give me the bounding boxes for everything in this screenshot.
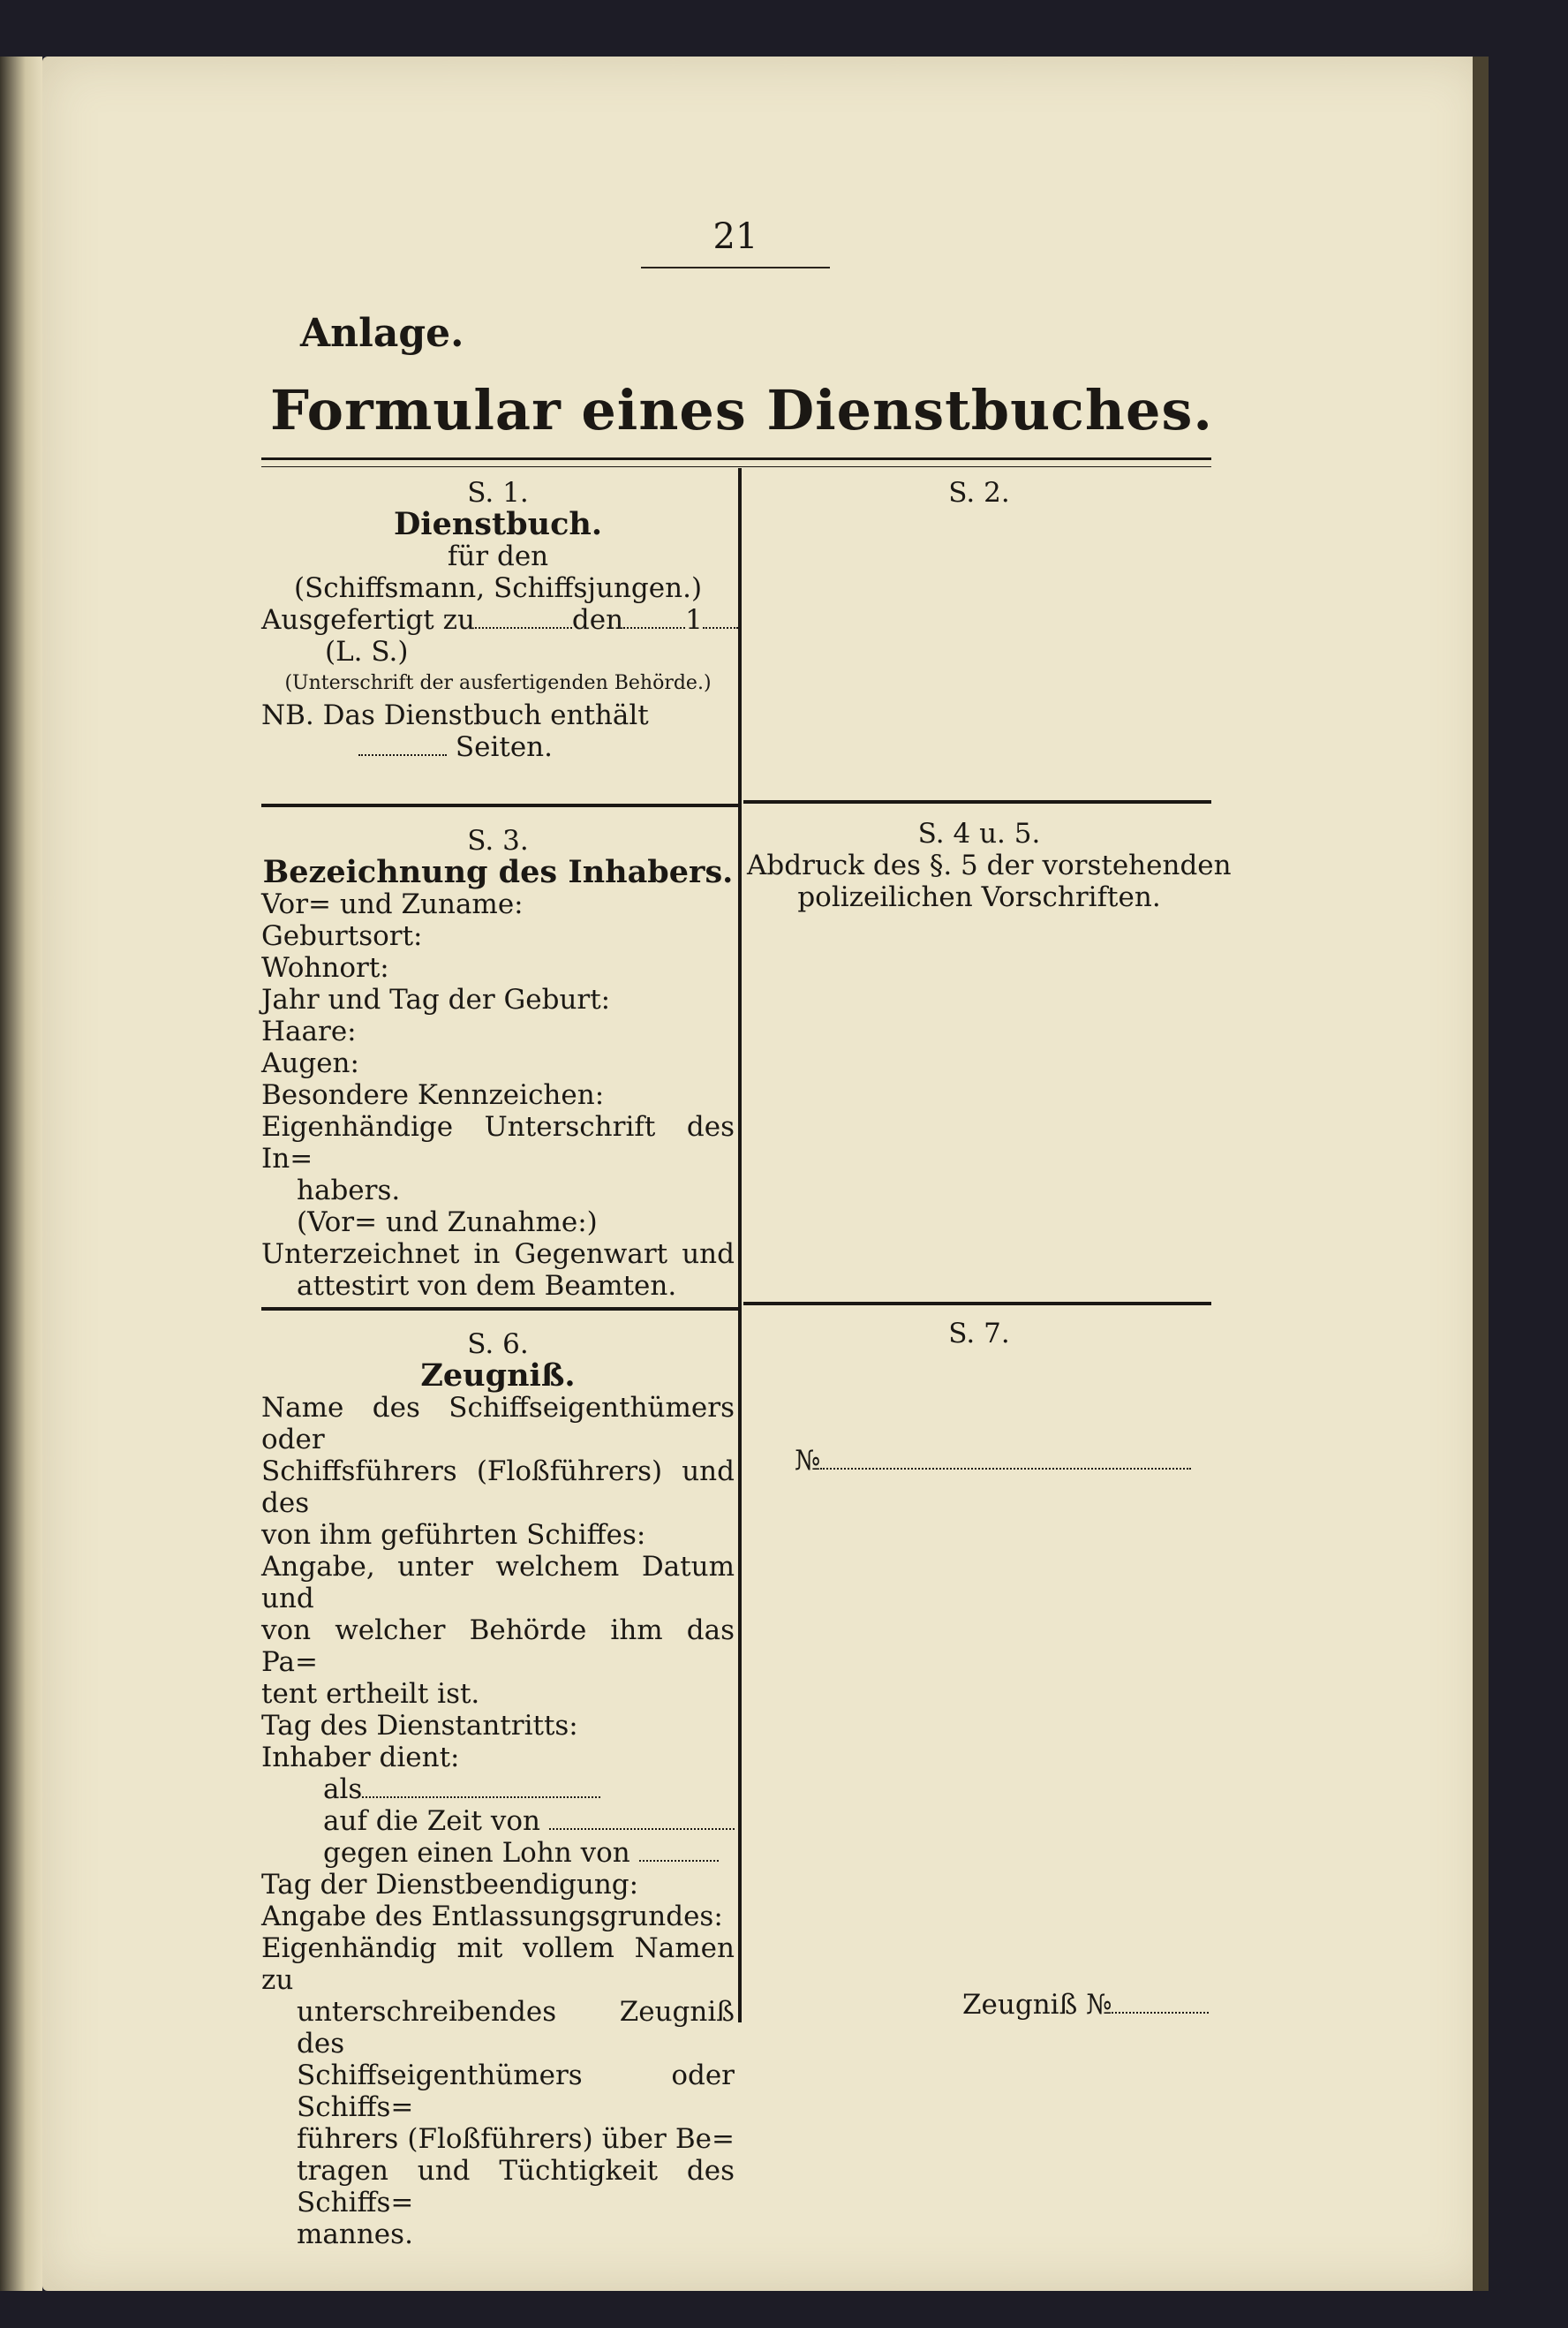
s6-line-10: Angabe des Entlassungsgrundes: xyxy=(261,1901,723,1932)
s6-line-4: Angabe, unter welchem Datum und xyxy=(261,1551,735,1614)
s45-heading: S. 4 u. 5. xyxy=(917,818,1041,850)
s45-line1: Abdruck des §. 5 der vorstehenden xyxy=(747,850,1232,881)
s3-field-attestirt: attestirt von dem Beamten. xyxy=(297,1270,677,1302)
s6-lohn-blank xyxy=(639,1839,719,1862)
s6-lohn-line xyxy=(261,1837,735,1869)
s6-line-14: führers (Floßführers) über Be= xyxy=(297,2123,735,2155)
s6-line-8: Inhaber dient: xyxy=(261,1742,460,1773)
s6-line-1: Name des Schiffseigenthümers oder xyxy=(261,1392,735,1455)
section-s2 xyxy=(747,477,1211,509)
s1-place-blank xyxy=(475,606,572,629)
book-spine xyxy=(0,57,42,2291)
s1-ausgefertigt-label: Ausgefertigt zu xyxy=(261,604,475,636)
s6-line-13: Schiffseigenthümers oder Schiffs= xyxy=(297,2060,735,2123)
s6-line-12: unterschreibendes Zeugniß des xyxy=(297,1996,735,2060)
section-rule-right-2 xyxy=(743,1302,1211,1305)
s6-line-6: tent ertheilt ist. xyxy=(261,1678,480,1710)
s6-line-11: Eigenhändig mit vollem Namen zu xyxy=(261,1932,735,1996)
s1-nb-line: NB. Das Dienstbuch enthält xyxy=(261,699,649,731)
s7-zeugnis-blank xyxy=(1112,1991,1209,2014)
s1-den-label: den xyxy=(571,604,624,636)
s3-field-geburtstag: Jahr und Tag der Geburt: xyxy=(261,984,611,1016)
s1-seal: (L. S.) xyxy=(325,636,409,668)
s3-field-kennzeichen: Besondere Kennzeichen: xyxy=(261,1079,605,1111)
s1-year-blank xyxy=(703,606,738,629)
s7-heading: S. 7. xyxy=(948,1318,1010,1349)
title-rule-thin xyxy=(261,466,1211,467)
s1-title: Dienstbuch. xyxy=(393,506,603,542)
s6-title: Zeugniß. xyxy=(420,1357,576,1394)
s6-line-15: tragen und Tüchtigkeit des Schiffs= xyxy=(297,2155,735,2218)
s45-line2: polizeilichen Vorschriften. xyxy=(797,881,1161,913)
s1-pages-blank xyxy=(358,733,447,756)
section-s3 xyxy=(261,825,735,1302)
s7-number-line xyxy=(795,1445,1218,1477)
s6-als-blank xyxy=(362,1775,600,1798)
s6-line-9: Tag der Dienstbeendigung: xyxy=(261,1869,639,1901)
s1-heading: S. 1. xyxy=(467,477,529,509)
s3-field-unterzeichnet: Unterzeichnet in Gegenwart und xyxy=(261,1238,735,1270)
s6-line-16: mannes. xyxy=(297,2218,413,2250)
s1-pages-line xyxy=(261,731,735,763)
section-rule-left-1 xyxy=(261,804,738,807)
s6-zeit-label: auf die Zeit von xyxy=(323,1805,540,1837)
section-s1 xyxy=(261,477,735,763)
s7-zeugnis-line xyxy=(962,1989,1227,2021)
s3-field-unterschrift: Eigenhändige Unterschrift des In= xyxy=(261,1111,735,1175)
s3-field-unterschrift-cont: habers. xyxy=(297,1175,401,1206)
section-s7 xyxy=(747,1318,1211,1349)
section-s45 xyxy=(747,818,1232,913)
s6-als-line xyxy=(261,1773,735,1805)
section-rule-left-2 xyxy=(261,1307,738,1311)
title-rule xyxy=(261,457,1211,460)
s3-field-augen: Augen: xyxy=(261,1047,359,1079)
s1-date-blank xyxy=(623,606,685,629)
s6-line-5: von welcher Behörde ihm das Pa= xyxy=(261,1614,735,1678)
s6-zeit-blank xyxy=(549,1807,735,1830)
s3-field-geburtsort: Geburtsort: xyxy=(261,920,423,952)
s7-number-label: № xyxy=(795,1445,821,1477)
s3-heading: S. 3. xyxy=(467,825,529,857)
s7-zeugnis-label: Zeugniß № xyxy=(962,1989,1112,2021)
s6-line-3: von ihm geführten Schiffes: xyxy=(261,1519,646,1551)
page-edge xyxy=(1473,57,1489,2291)
s1-signature-note: (Unterschrift der ausfertigenden Behörde.) xyxy=(284,672,712,694)
s7-number-blank xyxy=(820,1447,1191,1470)
s3-field-vorname: (Vor= und Zunahme:) xyxy=(297,1206,598,1238)
s6-lohn-label: gegen einen Lohn von xyxy=(323,1837,630,1869)
s3-field-wohnort: Wohnort: xyxy=(261,952,389,984)
page-number: 21 xyxy=(641,217,830,268)
s1-seiten-label: Seiten. xyxy=(455,731,553,763)
section-rule-right-1 xyxy=(743,800,1211,804)
s1-line-schiffsmann: (Schiffsmann, Schiffsjungen.) xyxy=(293,572,703,604)
s1-line-ausgefertigt xyxy=(261,604,735,636)
s3-field-haare: Haare: xyxy=(261,1016,357,1047)
anlage-label: Anlage. xyxy=(300,311,464,356)
s6-line-2: Schiffsführers (Floßführers) und des xyxy=(261,1455,735,1519)
form-title: Formular eines Dienstbuches. xyxy=(270,378,1213,442)
s6-heading: S. 6. xyxy=(467,1328,529,1360)
s2-heading: S. 2. xyxy=(948,477,1010,509)
s6-line-7: Tag des Dienstantritts: xyxy=(261,1710,578,1742)
s6-zeit-line xyxy=(261,1805,735,1837)
s3-title: Bezeichnung des Inhabers. xyxy=(262,854,734,890)
s1-line-fuer: für den xyxy=(447,540,549,572)
s3-field-name: Vor= und Zuname: xyxy=(261,888,524,920)
s1-year-digit: 1 xyxy=(685,604,703,636)
section-s6 xyxy=(261,1328,735,2250)
column-divider xyxy=(738,468,742,2022)
s6-als-label: als xyxy=(323,1773,363,1805)
